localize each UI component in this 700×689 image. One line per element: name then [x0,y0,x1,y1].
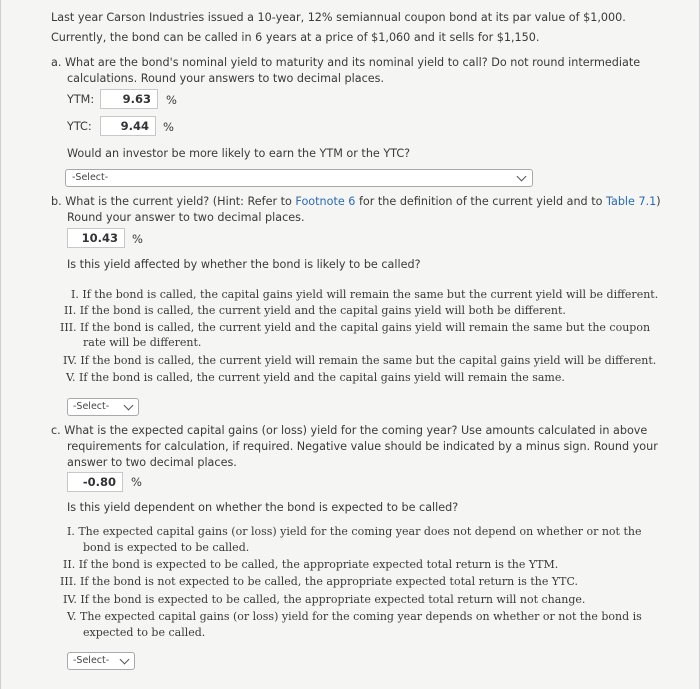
capital-gains-percent-sign: % [131,475,142,489]
part-b-option [63,353,656,369]
part-c-option [67,524,641,540]
option-text: The expected capital gains (or loss) yield for the coming year does not depend on whether or not the [78,525,642,538]
part-b-question-end: ) [656,195,661,208]
part-a-select-question: Would an investor be more likely to earn the YTM or the YTC? [67,147,411,160]
option-text: The expected capital gains (or loss) yield for the coming year depends on whether or not the bond is [80,610,642,623]
option-text: If the bond is called, the capital gains yield will remain the same but the current yield will be different. [82,288,659,301]
part-c-question-line-3: answer to two decimal places. [67,456,237,469]
option-text: If the bond is expected to be called, the appropriate expected total return will not change. [80,593,586,606]
part-c-question-line-1: c. What is the expected capital gains (or loss) yield for the coming year? Use amounts calculated in above [51,424,648,437]
option-text: If the bond is expected to be called, the appropriate expected total return is the YTM. [78,558,559,571]
part-b-option [66,370,565,386]
option-number: V. [67,610,77,623]
ytm-percent-sign: % [166,93,177,107]
ytc-percent-sign: % [163,120,174,134]
part-b-option [71,287,658,303]
option-text: If the bond is called, the current yield and the capital gains yield will remain the same but the coupon [80,321,651,334]
intro-line-2: Currently, the bond can be called in 6 years at a price of $1,060 and it sells for $1,150. [51,31,540,44]
part-a-question-line-1: a. What are the bond's nominal yield to maturity and its nominal yield to call? Do not round intermediate [51,56,641,69]
current-yield-input[interactable]: 10.43 [67,228,125,248]
part-b-question-start: b. What is the current yield? (Hint: Refer to [51,195,296,208]
current-yield-percent-sign: % [132,232,143,246]
ytm-input[interactable]: 9.63 [100,89,158,109]
option-text: If the bond is called, the current yield and the capital gains yield will both be different. [79,304,566,317]
option-text: If the bond is not expected to be called, the appropriate expected total return is the YTC. [80,575,578,588]
ytc-input[interactable]: 9.44 [100,116,156,136]
part-b-select[interactable] [67,398,139,416]
option-number: IV. [63,593,77,606]
part-c-option-continuation: bond is expected to be called. [83,541,250,554]
option-number: IV. [63,354,77,367]
ytm-label: YTM: [67,93,95,106]
option-number: I. [71,288,79,301]
select-placeholder: -Select- [73,401,110,412]
table-7-1-link[interactable]: Table 7.1 [606,195,657,208]
chevron-down-icon [120,655,130,665]
part-b-question-line-1 [51,194,661,210]
part-c-select[interactable] [67,652,135,670]
chevron-down-icon [517,172,527,182]
option-text: If the bond is called, the current yield will remain the same but the capital gains yield will be different. [80,354,657,367]
ytc-label: YTC: [67,120,92,133]
part-a-question-line-2: calculations. Round your answers to two decimal places. [67,72,385,85]
part-c-question-line-2: requirements for calculation, if required. Negative value should be indicated by a minus sign. Round your [67,440,658,453]
part-b-question-line-2: Round your answer to two decimal places. [67,211,305,224]
intro-line-1: Last year Carson Industries issued a 10-year, 12% semiannual coupon bond at its par value of $1,000. [51,11,626,24]
part-c-option [63,557,558,573]
option-number: III. [60,321,77,334]
part-c-option [60,574,578,590]
chevron-down-icon [124,401,134,411]
option-text: If the bond is called, the current yield and the capital gains yield will remain the same. [79,371,565,384]
capital-gains-yield-input[interactable]: -0.80 [67,472,123,492]
part-b-option [60,320,650,336]
select-placeholder: -Select- [73,655,110,666]
part-c-select-question: Is this yield dependent on whether the bond is expected to be called? [67,501,459,514]
footnote-6-link[interactable]: Footnote 6 [295,195,356,208]
option-number: III. [60,575,77,588]
part-b-question-mid: for the definition of the current yield and to [355,195,606,208]
part-b-select-question: Is this yield affected by whether the bond is likely to be called? [67,258,421,271]
option-number: I. [67,525,75,538]
option-number: V. [66,371,76,384]
option-number: II. [64,304,77,317]
select-placeholder: -Select- [72,172,109,183]
part-b-option-continuation: rate will be different. [83,336,202,349]
part-c-option-continuation: expected to be called. [83,626,206,639]
part-c-option [63,592,585,608]
ytm-ytc-select[interactable] [65,169,533,187]
part-c-option [67,609,642,625]
option-number: II. [63,558,76,571]
part-b-option [64,303,566,319]
